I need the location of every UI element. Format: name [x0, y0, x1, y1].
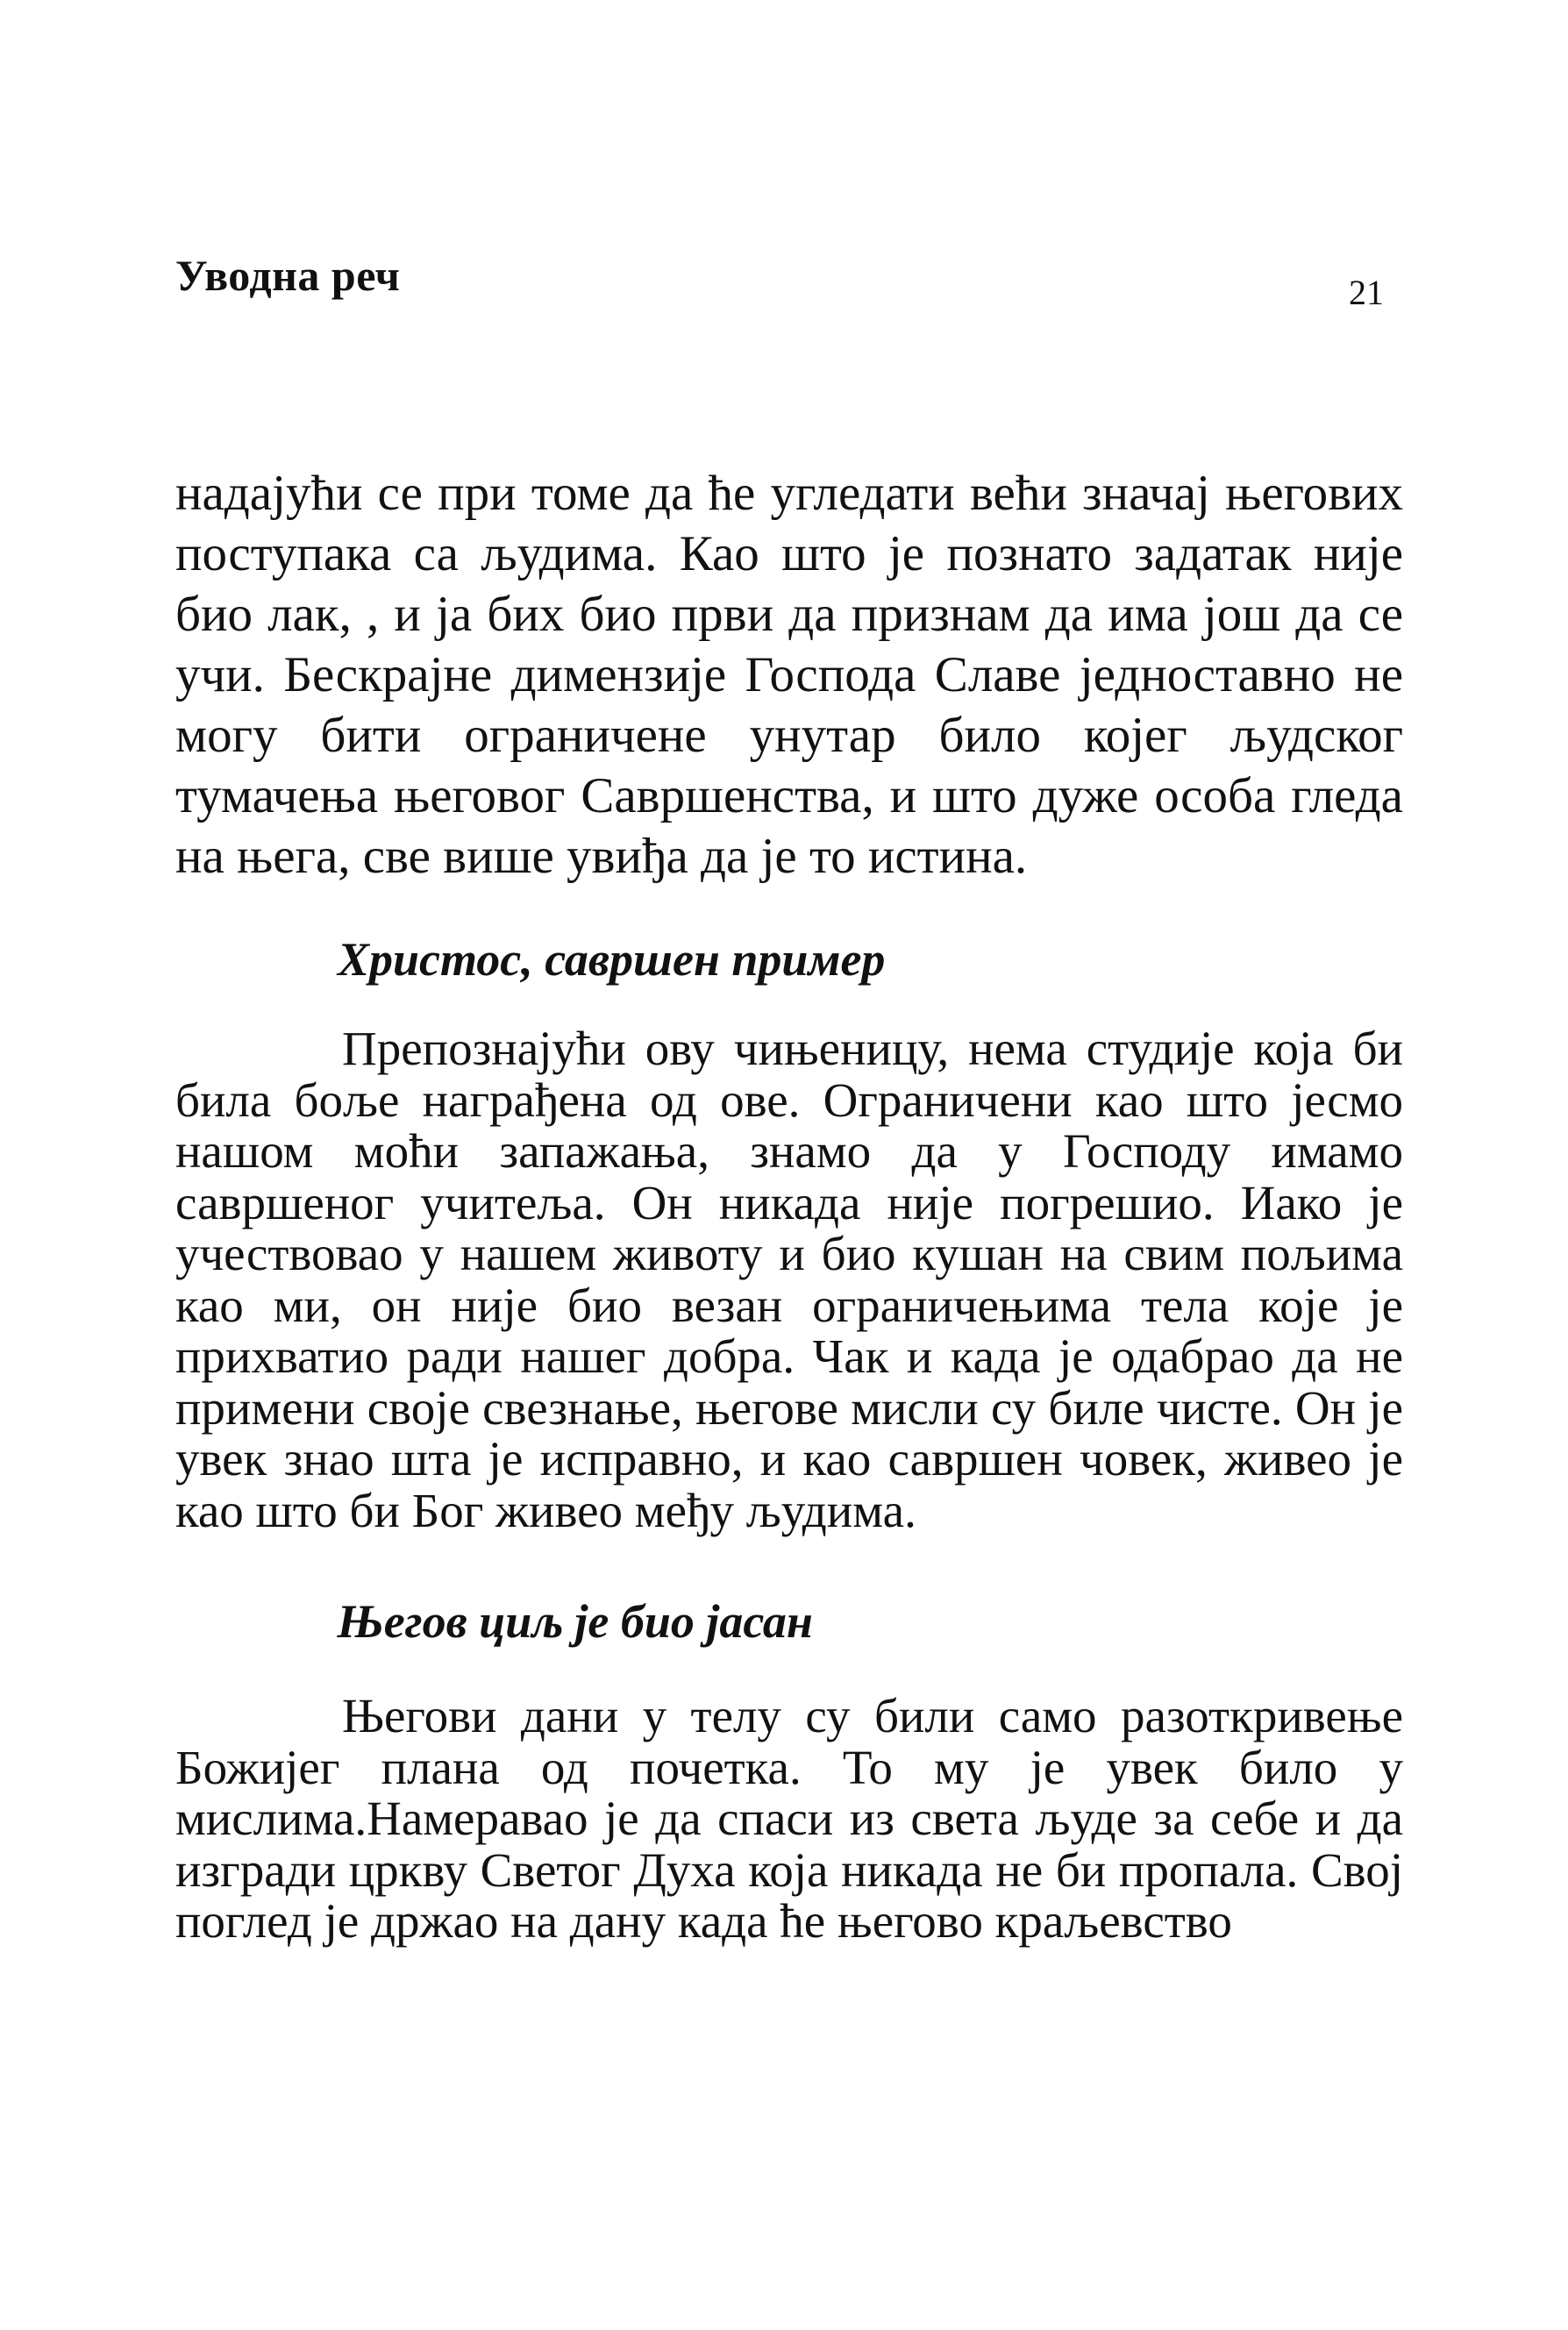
paragraph: Препознајући ову чињеницу, нема студије која би била боље награђена од ове. Ограничени као што јесмо нашом моћи запажања, знамо да у Господу имамо савршеног учитеља. Он никада није погрешио. Иако је учествовао у нашем животу и био кушан на свим пољима као ми, он није био везан ограничењима тела које је прихватио ради нашег добра. Чак и када је одабрао да не примени своје свезнање, његове мисли су биле чисте. Он је увек знао шта је исправно, и као савршен човек, живео је као што би Бог живео међу људима.: [175, 1022, 1403, 1537]
paragraph: надајући се при томе да ће угледати већи значај његових поступака са људима. Као што је познато задатак није био лак, , и ја бих био први да признам да има још да се учи. Бескрајне димензије Господа Славе једноставно не могу бити ограничене унутар било којег људског тумачења његовог Савршенства, и што дуже особа гледа на њега, све више увиђа да је то истина.: [175, 466, 1403, 884]
page-body: [175, 463, 1403, 1948]
section-heading: Христос, савршен пример: [338, 933, 886, 986]
section-heading: Његов циљ је био јасан: [338, 1595, 813, 1648]
running-title: Уводна реч: [175, 251, 401, 300]
paragraph: Његови дани у телу су били само разоткривење Божијег плана од почетка. То му је увек било у мислима.Намеравао је да спаси из света људе за себе и да изгради цркву Светог Духа која никада не би пропала. Свој поглед је држао на дану када ће његово краљевство: [175, 1689, 1403, 1948]
page-number: 21: [1349, 273, 1384, 312]
